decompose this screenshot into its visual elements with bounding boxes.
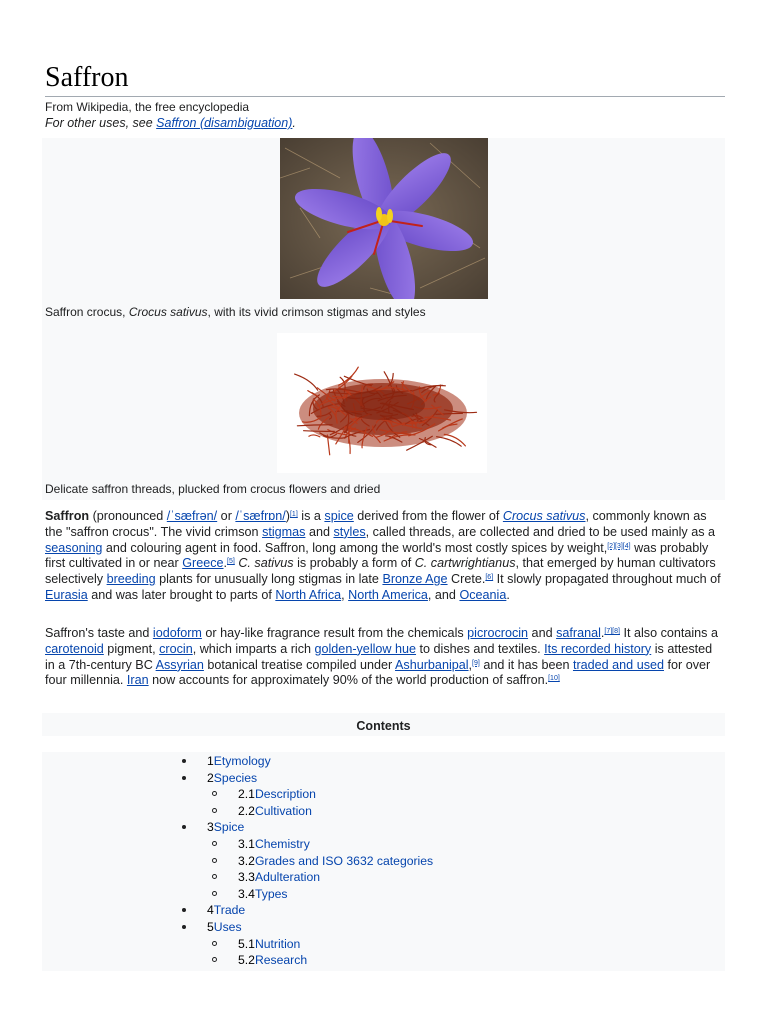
paragraph-text: , which imparts a rich [192, 641, 315, 656]
article-link[interactable]: Crocus sativus [502, 509, 586, 523]
article-link[interactable]: Ashurbanipal [395, 657, 469, 672]
article-link[interactable]: Oceania [459, 587, 507, 602]
article-link[interactable]: Its recorded history [544, 641, 652, 656]
toc-item-trade[interactable] [182, 902, 722, 918]
caption-species: Crocus sativus [128, 305, 208, 319]
toc-number [238, 786, 316, 803]
hatnote-prefix: For other uses, see [45, 116, 157, 130]
toc-number-text: 3.2 [238, 853, 255, 868]
figure-crocus [42, 138, 725, 328]
bold-term: Saffron [45, 509, 90, 523]
bullet-icon [182, 825, 186, 829]
article-link[interactable]: Greece [182, 556, 224, 571]
toc-item-spice[interactable] [182, 819, 722, 835]
toc-link[interactable]: Nutrition [254, 936, 301, 951]
italic-term: C. cartwrightianus [414, 556, 516, 571]
paragraph-text: and it has been [479, 657, 573, 672]
paragraph-text: is probably a form of [293, 556, 415, 571]
article-link[interactable]: /ˈsæfrən/ [166, 509, 218, 523]
toc-number [238, 836, 310, 853]
citation-link[interactable]: [6] [485, 574, 494, 582]
paragraph-text: ) [285, 509, 290, 523]
toc-number-text: 5.1 [238, 936, 255, 951]
saffron-crocus-flower-photo[interactable] [280, 138, 488, 299]
circle-bullet-icon [212, 808, 217, 813]
article-link[interactable]: golden-yellow hue [314, 641, 417, 656]
toc-number [207, 819, 244, 836]
toc-item-grades-and-iso-3632-categories[interactable] [212, 853, 722, 869]
toc-link[interactable]: Description [254, 787, 316, 802]
toc-link[interactable]: Species [213, 770, 258, 785]
paragraph-text: , [468, 657, 473, 672]
paragraph-text: is a [297, 509, 325, 523]
toc-number-text: 2 [207, 770, 214, 785]
paragraph-text: and was later brought to parts of [87, 587, 276, 602]
saffron-threads-photo[interactable] [277, 333, 487, 473]
article-link[interactable]: iodoform [152, 626, 202, 640]
article-link[interactable]: safranal [556, 626, 601, 640]
paragraph-text: , [341, 587, 349, 602]
toc-number [207, 902, 245, 919]
title-divider [45, 96, 725, 97]
disambiguation-link[interactable]: Saffron (disambiguation) [156, 116, 293, 130]
paragraph-text: derived from the flower of [353, 509, 503, 523]
toc-item-chemistry[interactable] [212, 836, 722, 852]
toc-number [207, 919, 242, 936]
figure-threads [42, 328, 725, 500]
circle-bullet-icon [212, 791, 217, 796]
paragraph-text: . [223, 556, 228, 571]
circle-bullet-icon [212, 891, 217, 896]
paragraph-text: and colouring agent in food. Saffron, long among the world's most costly spices by weight, [102, 540, 608, 555]
circle-bullet-icon [212, 941, 217, 946]
toc-link[interactable]: Etymology [213, 754, 271, 768]
toc-number [207, 770, 257, 787]
figure-caption-crocus [45, 304, 426, 320]
toc-number-text: 4 [207, 903, 214, 918]
paragraph-text: or hay-like fragrance result from the chemicals [201, 626, 468, 640]
site-tagline: From Wikipedia, the free encyclopedia [45, 100, 250, 114]
paragraph-text: is attested in a 7th-century BC [45, 641, 713, 672]
caption-text: , with its vivid crimson stigmas and styles [207, 305, 426, 319]
paragraph-text: and [528, 626, 557, 640]
article-link[interactable]: Eurasia [45, 587, 88, 602]
paragraph-text: . [506, 587, 510, 602]
toc-number-text: 5 [207, 920, 214, 934]
toc-item-research[interactable] [212, 952, 722, 968]
paragraph-text: Saffron's taste and [45, 626, 153, 640]
toc-link[interactable]: Grades and ISO 3632 categories [254, 853, 434, 868]
toc-number [207, 753, 271, 770]
toc-number [238, 952, 307, 969]
paragraph-text: (pronounced [89, 509, 167, 523]
paragraph-text: or [217, 509, 236, 523]
circle-bullet-icon [212, 957, 217, 962]
paragraph-text: was probably first cultivated in or near [45, 540, 709, 571]
bullet-icon [182, 759, 186, 763]
citation-link[interactable]: [1] [289, 511, 298, 518]
toc-number-text: 1 [207, 754, 214, 768]
circle-bullet-icon [212, 874, 217, 879]
toc-number [238, 886, 287, 903]
paragraph-text: , called threads, are collected and dried to be used mainly as a [365, 524, 716, 539]
paragraph-text: botanical treatise compiled under [203, 657, 396, 672]
lead-paragraph-1 [45, 509, 725, 604]
hatnote [45, 115, 296, 131]
toc-link[interactable]: Adulteration [254, 870, 320, 885]
toc-item-uses[interactable] [182, 919, 722, 935]
toc-item-etymology[interactable] [182, 753, 722, 769]
article-link[interactable]: North Africa [275, 587, 342, 602]
toc-number [238, 869, 320, 886]
article-link[interactable]: spice [324, 509, 354, 523]
article-link[interactable]: stigmas [262, 524, 306, 539]
bullet-icon [182, 925, 186, 929]
circle-bullet-icon [212, 858, 217, 863]
paragraph-text: It also contains a [619, 626, 718, 640]
citation-link[interactable]: [9] [472, 659, 480, 667]
paragraph-text: now accounts for approximately 90% of the world production of saffron. [148, 673, 549, 688]
article-link[interactable]: /ˈsæfrɒn/ [235, 509, 286, 523]
toc-item-nutrition[interactable] [212, 936, 722, 952]
table-of-contents [42, 752, 725, 971]
paragraph-text: It slowly propagated throughout much of [493, 572, 721, 587]
paragraph-text: , and [427, 587, 460, 602]
paragraph-text: Crete. [447, 572, 486, 587]
toc-number-text: 5.2 [238, 953, 255, 968]
article-link[interactable]: North America [348, 587, 428, 602]
article-link[interactable]: seasoning [45, 540, 103, 555]
article-link[interactable]: crocin [159, 641, 193, 656]
article-link[interactable]: Iran [126, 673, 149, 688]
citation-link[interactable]: [10] [548, 675, 560, 683]
toc-item-adulteration[interactable] [212, 869, 722, 885]
figure-caption-threads: Delicate saffron threads, plucked from crocus flowers and dried [45, 482, 381, 496]
page-title: Saffron [45, 62, 129, 93]
article-link[interactable]: breeding [106, 572, 156, 587]
caption-text: Saffron crocus, [45, 305, 129, 319]
article-link[interactable]: carotenoid [45, 641, 104, 656]
toc-heading: Contents [42, 713, 725, 736]
saffron-thread [304, 431, 335, 432]
toc-link[interactable]: Uses [213, 920, 242, 934]
article-link[interactable]: styles [333, 524, 366, 539]
toc-number-text: 3.1 [238, 837, 255, 851]
paragraph-text: . [600, 626, 605, 640]
paragraph-text: , commonly known as the "saffron crocus". The vivid crimson [45, 509, 707, 539]
toc-number [238, 803, 312, 820]
toc-number-text: 3.4 [238, 886, 255, 901]
toc-link[interactable]: Trade [213, 903, 246, 918]
paragraph-text: pigment, [103, 641, 160, 656]
article-link[interactable]: Bronze Age [382, 572, 448, 587]
toc-link[interactable]: Spice [213, 820, 245, 835]
toc-number [238, 936, 300, 953]
toc-item-types[interactable] [212, 886, 722, 902]
hatnote-suffix: . [292, 116, 296, 130]
paragraph-text: , that emerged by human cultivators selectively [45, 556, 716, 587]
toc-link[interactable]: Cultivation [254, 803, 312, 818]
article-link[interactable]: Assyrian [155, 657, 204, 672]
paragraph-text: for over four millennia. [45, 657, 711, 688]
toc-item-cultivation[interactable] [212, 803, 722, 819]
bullet-icon [182, 908, 186, 912]
paragraph-text: and [305, 524, 334, 539]
toc-number-text: 3 [207, 820, 214, 835]
toc-item-description[interactable] [212, 786, 722, 802]
paragraph-text: to dishes and textiles. [416, 641, 545, 656]
citation-link[interactable]: [2][3][4] [607, 542, 631, 550]
circle-bullet-icon [212, 841, 217, 846]
toc-number-text: 3.3 [238, 870, 255, 885]
toc-link[interactable]: Chemistry [254, 837, 310, 851]
italic-term: C. sativus [238, 556, 294, 571]
toc-link[interactable]: Research [254, 953, 308, 968]
toc-item-species[interactable] [182, 770, 722, 786]
article-link[interactable]: picrocrocin [467, 626, 529, 640]
lead-paragraph-2 [45, 626, 725, 689]
toc-link[interactable]: Types [254, 886, 288, 901]
bullet-icon [182, 776, 186, 780]
article-link[interactable]: traded and used [572, 657, 664, 672]
toc-number [238, 853, 433, 870]
toc-number-text: 2.1 [238, 787, 255, 802]
toc-number-text: 2.2 [238, 803, 255, 818]
citation-link[interactable]: [7][8] [604, 628, 620, 635]
paragraph-text: plants for unusually long stigmas in late [155, 572, 383, 587]
citation-link[interactable]: [5] [227, 558, 235, 566]
